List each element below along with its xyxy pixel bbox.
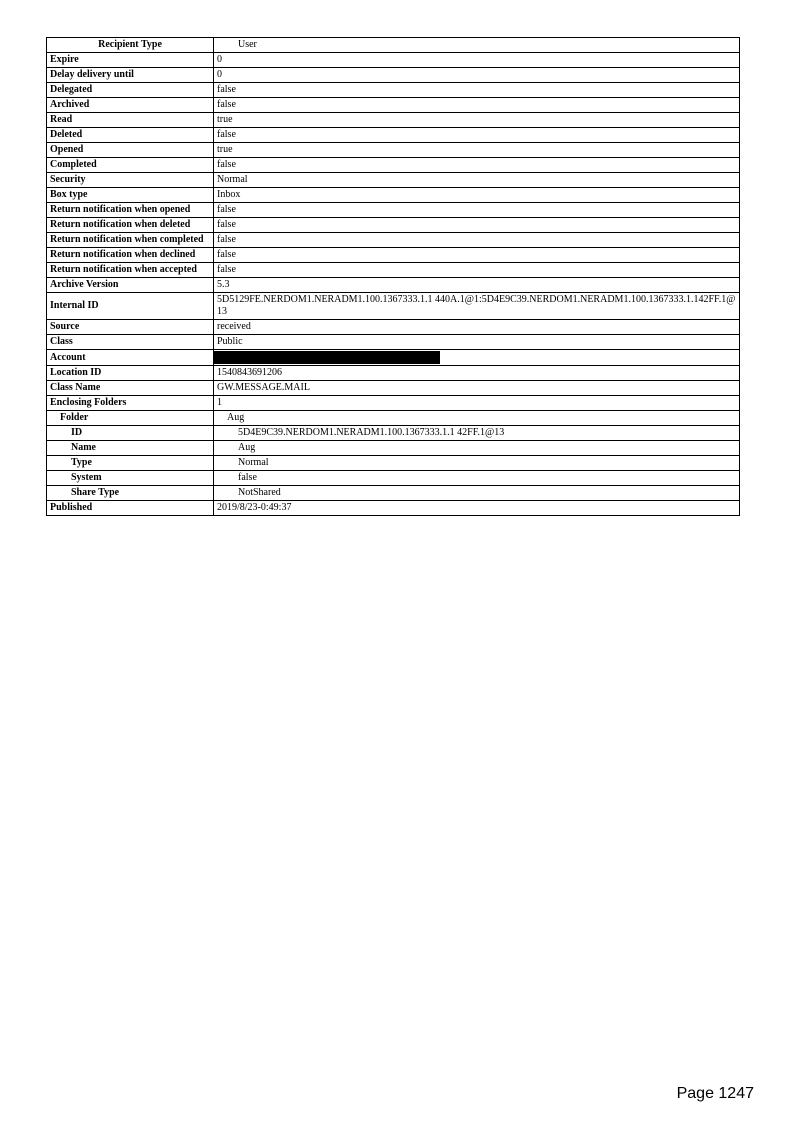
row-label: Published (47, 501, 214, 516)
row-label: Delay delivery until (47, 68, 214, 83)
table-row (47, 233, 740, 248)
row-label: System (47, 471, 214, 486)
row-label: Opened (47, 143, 214, 158)
table-row (47, 381, 740, 396)
row-value: false (214, 218, 740, 233)
row-label: Account (47, 350, 214, 366)
row-value: 1540843691206 (214, 366, 740, 381)
row-value: false (214, 203, 740, 218)
row-label: Class Name (47, 381, 214, 396)
row-label: Share Type (47, 486, 214, 501)
table-row (47, 350, 740, 366)
row-value: 0 (214, 68, 740, 83)
row-value: 1 (214, 396, 740, 411)
row-label: Folder (47, 411, 214, 426)
row-value: false (214, 128, 740, 143)
row-value: false (214, 158, 740, 173)
row-label: Return notification when declined (47, 248, 214, 263)
account-value (214, 350, 740, 366)
table-row (47, 68, 740, 83)
table-row (47, 456, 740, 471)
row-value: 5.3 (214, 278, 740, 293)
row-value: false (214, 233, 740, 248)
row-value: Normal (214, 173, 740, 188)
table-row (47, 471, 740, 486)
table-row (47, 248, 740, 263)
row-label: Archive Version (47, 278, 214, 293)
page-number: Page 1247 (676, 1085, 754, 1102)
table-row (47, 203, 740, 218)
row-value: 5D4E9C39.NERDOM1.NERADM1.100.1367333.1.1 42FF.1@13 (214, 426, 740, 441)
table-row (47, 38, 740, 53)
row-value: false (214, 248, 740, 263)
row-value: 5D5129FE.NERDOM1.NERADM1.100.1367333.1.1 440A.1@1:5D4E9C39.NERDOM1.NERADM1.100.1367333.1.142FF.1@13 (214, 293, 740, 320)
row-label: Archived (47, 98, 214, 113)
table-row (47, 486, 740, 501)
table-row (47, 396, 740, 411)
row-label: Expire (47, 53, 214, 68)
table-row (47, 188, 740, 203)
row-value: Public (214, 335, 740, 350)
row-value: 2019/8/23-0:49:37 (214, 501, 740, 516)
row-label: Source (47, 320, 214, 335)
row-value: false (214, 263, 740, 278)
row-value: false (214, 83, 740, 98)
row-label: Enclosing Folders (47, 396, 214, 411)
row-label: Class (47, 335, 214, 350)
table-row (47, 441, 740, 456)
table-row (47, 278, 740, 293)
table-row (47, 83, 740, 98)
table-row (47, 128, 740, 143)
row-label: Completed (47, 158, 214, 173)
row-value: GW.MESSAGE.MAIL (214, 381, 740, 396)
table-row (47, 173, 740, 188)
row-label: Internal ID (47, 293, 214, 320)
table-row (47, 218, 740, 233)
row-label: Delegated (47, 83, 214, 98)
row-value: NotShared (214, 486, 740, 501)
table-row (47, 411, 740, 426)
table-row (47, 320, 740, 335)
table-row (47, 501, 740, 516)
row-label: Return notification when deleted (47, 218, 214, 233)
row-label: Security (47, 173, 214, 188)
row-value: true (214, 143, 740, 158)
row-label: Type (47, 456, 214, 471)
table-row (47, 426, 740, 441)
row-value: false (214, 471, 740, 486)
row-label: Box type (47, 188, 214, 203)
row-value: Aug (214, 441, 740, 456)
properties-table (46, 37, 740, 516)
table-row (47, 293, 740, 320)
row-label: Location ID (47, 366, 214, 381)
redaction-bar (214, 351, 440, 364)
row-label: Return notification when accepted (47, 263, 214, 278)
row-label: Name (47, 441, 214, 456)
row-value: Aug (214, 411, 740, 426)
row-value: Normal (214, 456, 740, 471)
row-value: 0 (214, 53, 740, 68)
row-label: Read (47, 113, 214, 128)
table-row (47, 113, 740, 128)
row-value: false (214, 98, 740, 113)
row-value: Inbox (214, 188, 740, 203)
table-row (47, 143, 740, 158)
table-row (47, 53, 740, 68)
row-value: true (214, 113, 740, 128)
row-label: Return notification when opened (47, 203, 214, 218)
table-row (47, 366, 740, 381)
row-label: Recipient Type (47, 38, 214, 53)
row-label: Return notification when completed (47, 233, 214, 248)
row-value: User (214, 38, 740, 53)
table-row (47, 98, 740, 113)
table-row (47, 263, 740, 278)
table-row (47, 158, 740, 173)
table-row (47, 335, 740, 350)
row-value: received (214, 320, 740, 335)
row-label: ID (47, 426, 214, 441)
row-label: Deleted (47, 128, 214, 143)
